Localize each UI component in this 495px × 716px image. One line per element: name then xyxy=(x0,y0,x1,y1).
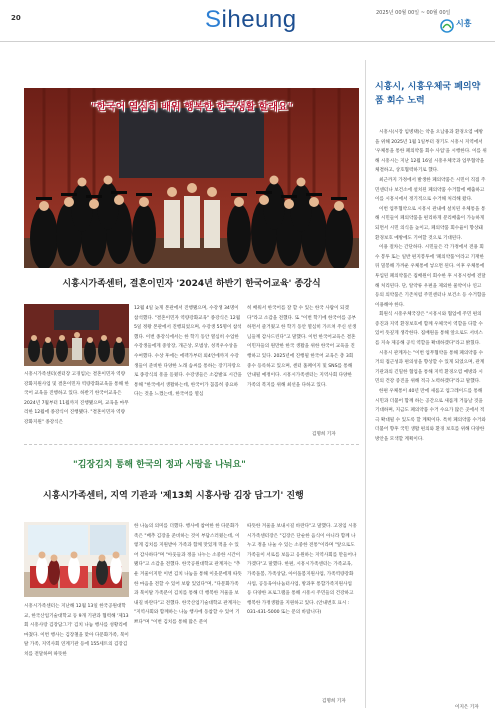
siheung-logo-icon xyxy=(440,19,454,33)
sidebar-paragraph: 한편 우체통이 40년 만에 새롭고 업그레이드를 통해 시민과 더불어 함께 하는 공간으로 새롭게 거듭날 것을 기대하며, 지금도 폐의약품 수거 수요가 많은 곳에서 적극 확대될 수 있도록 할 계획이다. 특히 폐의약품 수거와 더불어 향후 국민 생활 편의와 환경 보호를 위해 다양한 방안을 모색할 계획이다. xyxy=(375,389,486,442)
sidebar-paragraph: 회원식 시흥우체국장은 "시흥시와 협업에 주민 편의 증진과 지역 환경보호에 함께 우체국이 역할을 다할 수 있어 뜻깊게 생각한다. 집배원을 통해 앞으로도 서비스를 지속 제공해 공익 역할을 확대하겠다"라고 밝혔다. xyxy=(375,312,483,347)
classroom-photo xyxy=(24,304,129,366)
article2-subheadline: "김장김치 통해 한국의 정과 사랑을 나눠요" xyxy=(73,460,246,470)
page-header xyxy=(0,0,495,42)
kimchi-photo-illustration xyxy=(24,522,129,597)
sidebar-byline: 이지은 기자 xyxy=(455,705,479,710)
article1-byline: 김명희 기자 xyxy=(312,432,336,437)
section-divider xyxy=(24,444,359,445)
sidebar-paragraph: 이번 업무협약으로 시흥시 관내에 설치된 우체통을 통해 시민들이 폐의약품을 편리하게 분리배출이 가능하게 되면서 시민 의식을 높이고, 폐의약품 회수율이 향상돼 환경보호 예방에도 기여할 것으로 기대된다. xyxy=(375,206,486,241)
photo-caption-quote: "한국어 열심히 배워 행복한 한국생활 할래요" xyxy=(91,102,293,113)
logo-text: 시흥 xyxy=(456,19,472,28)
issue-date: 2025년 00월 00일 ~ 00월 00일 xyxy=(376,10,451,16)
sidebar-title: 시흥시, 시흥우체국 폐의약품 회수 노력 xyxy=(375,82,481,106)
sidebar-paragraph: 시흥시(시장 임병택)는 약을 오남용과 환경오염 예방을 위해 2025년 1월 1일부터 경기도 시흥시 지역에서 '우체통을 통한 폐의약품 회수 사업'을 시행한다. 이를 위해 시흥시는 지난 12월 16일 시흥우체국과 업무협약을 체결하고, 상호협력하기로 했다. xyxy=(375,130,487,174)
sidebar-paragraph: 이용 절차는 간단하다. 시민들은 각 가정에서 전용 회수 봉투 또는 일반 편지봉투에 '폐의약품'이라고 기재한 뒤 밀봉해 가까운 우체통에 넣으면 된다. 이후 우체통에 투입된 폐의약품은 집배원이 회수한 후 시흥시청에 전달해 처리된다. 단, 알약류 우편을 제외한 물약이나 연고 등의 의약품은 기존처럼 주민센터나 보건소 등 수거함을 이용해야 한다. xyxy=(375,245,486,308)
brand-initial: S xyxy=(205,6,222,33)
article1-headline: 시흥시가족센터, 결혼이민자 '2024년 하반기 한국어교육' 종강식 xyxy=(62,279,321,289)
page-number: 20 xyxy=(11,14,21,22)
article1-column-2: 12월 4일 늦게 본관에서 진행됐으며, 수강생 34명이 참석했다. "결혼이민자 역량강화교육" 종강식은 12월 5일 정왕 본관에서 진행되었으며, 수강생 55명이 참석했다. 이번 종강식에서는 한 학기 동안 열심히 수업한 수강생들에게 중앙장, 개근상, 모범상, 성적우수상을 수여했다. 수상 후에는 에펙가부터 외4언에까지 수강생들이 준비한 다양한 노래 솜씨를 통하는 장기자랑으로 종강식의 흥을 돋웠다. 수강생들은 소감발표 시간을 통해 "한국에서 생활하는데, 한국어가 꼼꼼히 중요하다는 것을 느꼈는데, 한국어를 열심 xyxy=(134,306,242,398)
article2-photo-caption: 시흥시가족센터는 지난해 12월 13일 한국공원대학교, 한국산업기술대학교 등 9개 기관과 협력해 '제13회 시흥사랑 김장담그기' 김치 나눔 행사를 성황리에 마쳤다. 이번 행사는 김장철을 맞아 다문화가족, 북이탈 가족, 지역사회 연계기관 등에 155세트의 김장김치를 전달하며 따뜻한 xyxy=(24,604,129,657)
graduation-group-photo xyxy=(24,88,359,268)
sidebar-paragraph: 최근까지 가정에서 발생한 폐의약품은 시민이 직접 주민센터나 보건소에 설치된 폐의약품 수거함에 배출하고 이를 시흥시에서 정기적으로 수거해 처리해 왔다. xyxy=(375,177,486,203)
article2-column-2: 한 나눔의 의미를 더했다. 행사에 참여한 한 다문화가족은 "배추 김장을 준비하는 것이 부담스러웠는데, 이렇게 김치를 지원받아 가족과 함께 맛있게 먹을 수 있어 감사하다"며 "아웃들과 정을 나누는 소중한 시간이 됐다"고 소감을 전했다. 한국공원대학교 관계자는 "추운 겨울이지만 이번 김치 나눔을 통해 이웃분에게 따뜻한 마음을 전할 수 있어 보람 있었다"며, "다문화가족과 북이탈 가족분이 김치를 통해 더 행복한 겨울을 보내길 바란다"고 전했다. 한국산업기술대학교 관계자는 "지역사회와 함께하는 나눔 행사에 동참할 수 있어 기쁘다"며 "이번 김치를 통해 많은 분이 xyxy=(134,524,242,625)
article2-headline: 시흥시가족센터, 지역 기관과 '제13회 시흥사랑 김장 담그기' 진행 xyxy=(43,491,304,501)
classroom-photo-illustration xyxy=(24,304,129,366)
article2-byline: 김명희 기자 xyxy=(322,699,346,704)
sidebar-article-body xyxy=(375,128,487,704)
article1-photo-caption: 시흥시가족센터(센터장 고경임)는 결혼이민자 역량강화지원사업 및 결혼이민자 역량강화교육을 통해 한국어 교육을 진행하고 있다. 하반기 한국어교육은 2024년 7월부터 11월까지 진행됐으며, 교육을 마무리한 12월에 종강식이 진행됐다. "결혼이민자 역량강화지원" 종강식은 xyxy=(24,372,129,425)
article2-column-3: 따뜻한 겨울을 보내시길 바란다"고 말했다. 고경임 시흥시가족센터장은 "김장은 단순한 음식이 아니라 함께 나누고 정을 나눌 수 있는 소중한 전통"이라며 "앞으로도 가족들이 서로를 보듬고 응원하는 지역사회를 만들어나가겠다"고 말했다. 한편, 시흥시가족센터는 가족교육, 가족돌봄, 가족상담, 아이돌봄지원사업, 가족역량강화사업, 공동육아나눔터사업, 방과후 통합가족지원사업 등 다양한 프로그램을 통해 시흥시 주민들의 건강하고 행복한 가정생활을 지원하고 있다. (안내번호 표시 : 031-431-5000 또는 문의 바랍니다) xyxy=(247,524,357,616)
kimchi-event-photo xyxy=(24,522,129,597)
newspaper-brand xyxy=(205,6,297,34)
city-logo xyxy=(440,17,486,35)
article1-column-3: 히 배워서 한국어를 잘 할 수 있는 한국 사람이 되겠다"라고 소감을 전했다. 또 "이번 학기에 한국어를 공부하면서 즐거웠고 한 학기 동안 열심히 가르쳐 주신 선생님들께 감사드린다"고 말했다. 이번 한국어교육은 결혼이민자들의 원만한 한국 생활을 위한 한국어 교육을 진행하고 있다. 2025년에 진행될 한국어 교육은 총 3회 중수 등록하고 있으며, 센터 홈페이지 및 SNS를 통해 안내될 예정이다. 시흥시가족센터는 지역사회 다양한 가족의 복지를 위해 최선을 다하고 있다. xyxy=(247,306,357,388)
brand-rest: iheung xyxy=(221,6,297,33)
graduation-photo-illustration xyxy=(24,88,359,268)
column-separator xyxy=(365,60,366,708)
sidebar-paragraph: 시흥시 관계자는 "이번 업무협약을 통해 폐의약품 수거의 접근성과 편의성을 향상할 수 있게 되었으며, 관계 기관과의 긴밀한 협업을 통해 지역 환경오염 예방과 시민의 건강 증진을 위해 적극 노력하겠다"라고 말했다. xyxy=(375,350,485,385)
